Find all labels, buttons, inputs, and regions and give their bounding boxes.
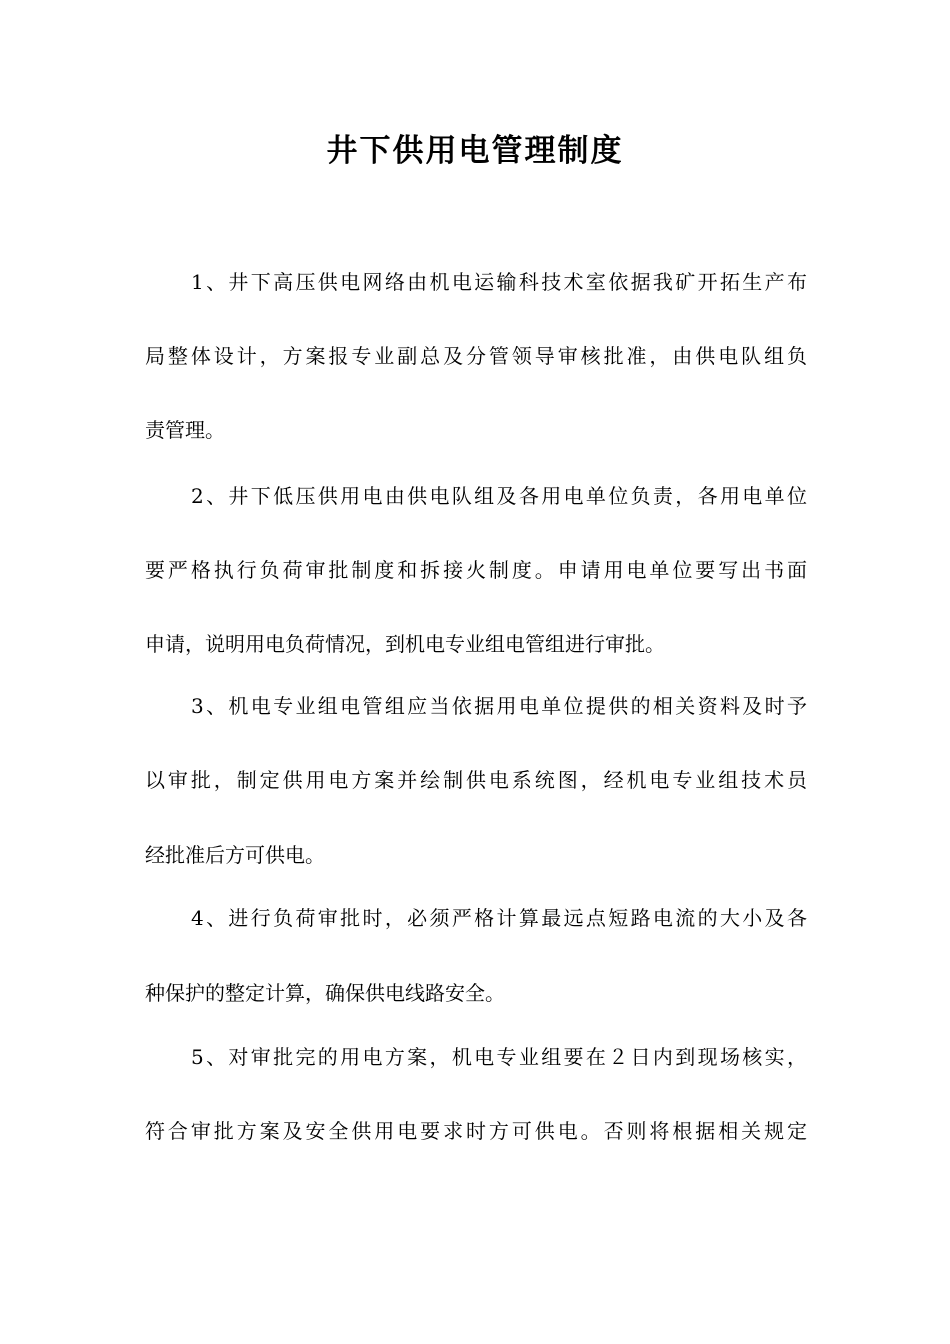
paragraph-1-line-1: 1、井下高压供电网络由机电运输科技术室依据我矿开拓生产布 xyxy=(191,270,807,294)
paragraph-4-line-2: 种保护的整定计算，确保供电线路安全。 xyxy=(145,981,505,1005)
paragraph-2-line-2: 要严格执行负荷审批制度和拆接火制度。申请用电单位要写出书面 xyxy=(145,558,807,582)
paragraph-3-line-2: 以审批，制定供用电方案并绘制供电系统图，经机电专业组技术员 xyxy=(145,768,807,792)
paragraph-1-line-2: 局整体设计，方案报专业副总及分管领导审核批准，由供电队组负 xyxy=(145,344,807,368)
document-title: 井下供用电管理制度 xyxy=(326,133,624,169)
paragraph-5-line-2: 符合审批方案及安全供用电要求时方可供电。否则将根据相关规定 xyxy=(145,1119,807,1143)
paragraph-5-line-1: 5、对审批完的用电方案，机电专业组要在２日内到现场核实， xyxy=(191,1045,807,1069)
paragraph-3-line-3: 经批准后方可供电。 xyxy=(145,843,325,867)
paragraph-1-line-3: 责管理。 xyxy=(145,418,225,442)
paragraph-4-line-1: 4、进行负荷审批时，必须严格计算最远点短路电流的大小及各 xyxy=(191,906,807,930)
paragraph-2-line-1: 2、井下低压供用电由供电队组及各用电单位负责，各用电单位 xyxy=(191,484,807,508)
paragraph-3-line-1: 3、机电专业组电管组应当依据用电单位提供的相关资料及时予 xyxy=(191,694,807,718)
paragraph-2-line-3: 申请，说明用电负荷情况，到机电专业组电管组进行审批。 xyxy=(145,632,665,656)
